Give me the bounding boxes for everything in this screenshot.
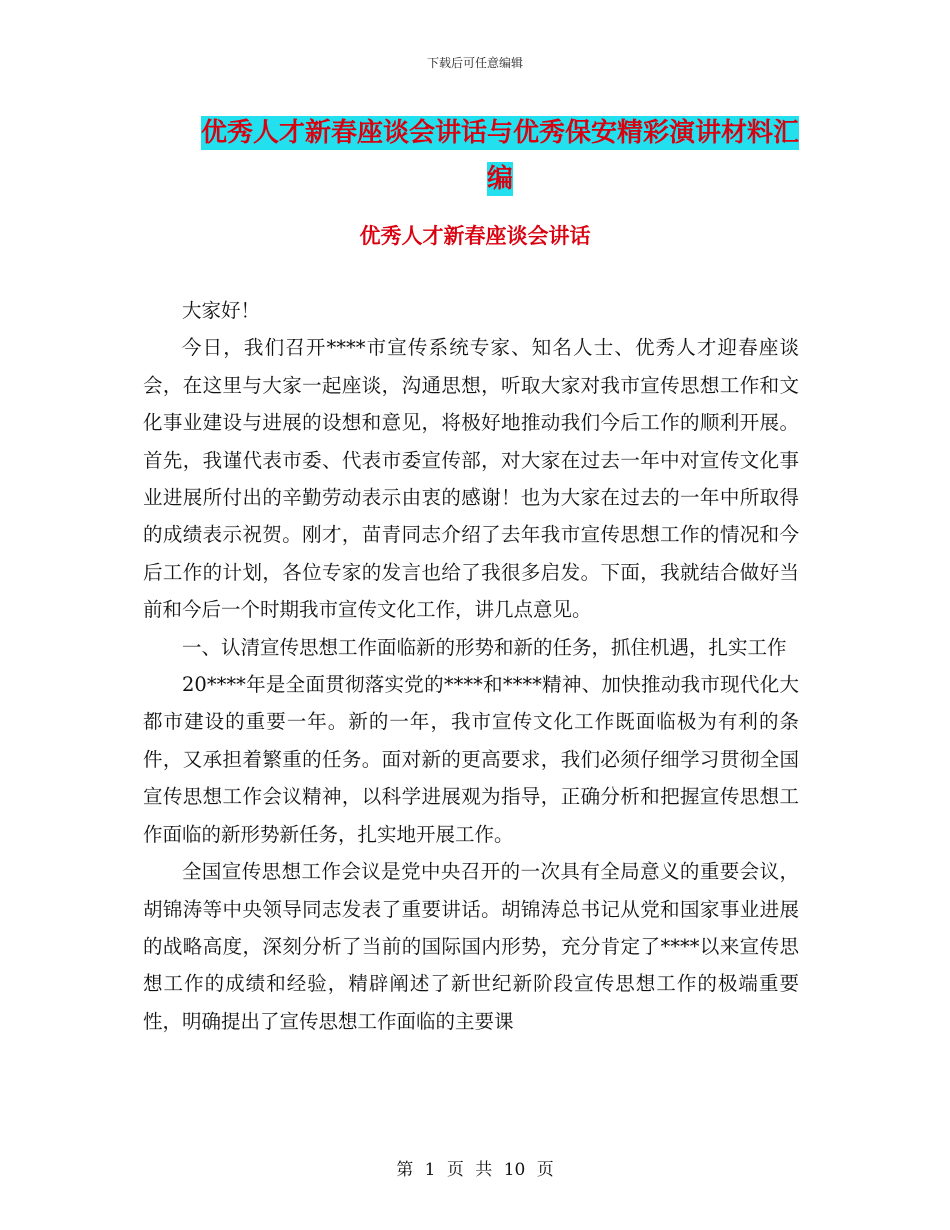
paragraph: 今日，我们召开****市宣传系统专家、知名人士、优秀人才迎春座谈会，在这里与大家一起座谈，沟通思想，听取大家对我市宣传思想工作和文化事业建设与进展的设想和意见，将极好地推动我们今后工作的顺利开展。首先，我谨代表市委、代表市委宣传部，对大家在过去一年中对宣传文化事业进展所付出的辛勤劳动表示由衷的感谢！也为大家在过去的一年中所取得的成绩表示祝贺。刚才，苗青同志介绍了去年我市宣传思想工作的情况和今后工作的计划，各位专家的发言也给了我很多启发。下面，我就结合做好当前和今后一个时期我市宣传文化工作，讲几点意见。 [143,336,799,622]
paragraph-heading: 一、认清宣传思想工作面临新的形势和新的任务，抓住机遇，扎实工作 [182,635,787,659]
page-number: 第 1 页 共 10 页 [396,1160,554,1180]
section-title: 优秀人才新春座谈会讲话 [359,224,591,248]
document-title [190,110,810,202]
paragraph: 全国宣传思想工作会议是党中央召开的一次具有全局意义的重要会议，胡锦涛等中央领导同志发表了重要讲话。胡锦涛总书记从党和国家事业进展的战略高度，深刻分析了当前的国际国内形势，充分肯定了****以来宣传思想工作的成绩和经验，精辟阐述了新世纪新阶段宣传思想工作的极端重要性，明确提出了宣传思想工作面临的主要课 [143,860,799,1033]
document-title-text: 优秀人才新春座谈会讲话与优秀保安精彩演讲材料汇编 [200,118,799,194]
document-body [143,292,799,1040]
paragraph: 20****年是全面贯彻落实党的****和****精神、加快推动我市现代化大都市建设的重要一年。新的一年，我市宣传文化工作既面临极为有利的条件，又承担着繁重的任务。面对新的更高要求，我们必须仔细学习贯彻全国宣传思想工作会议精神，以科学进展观为指导，正确分析和把握宣传思想工作面临的新形势新任务，扎实地开展工作。 [143,673,799,846]
header-note: 下载后可任意编辑 [426,56,523,70]
paragraph-greeting: 大家好！ [182,299,261,322]
